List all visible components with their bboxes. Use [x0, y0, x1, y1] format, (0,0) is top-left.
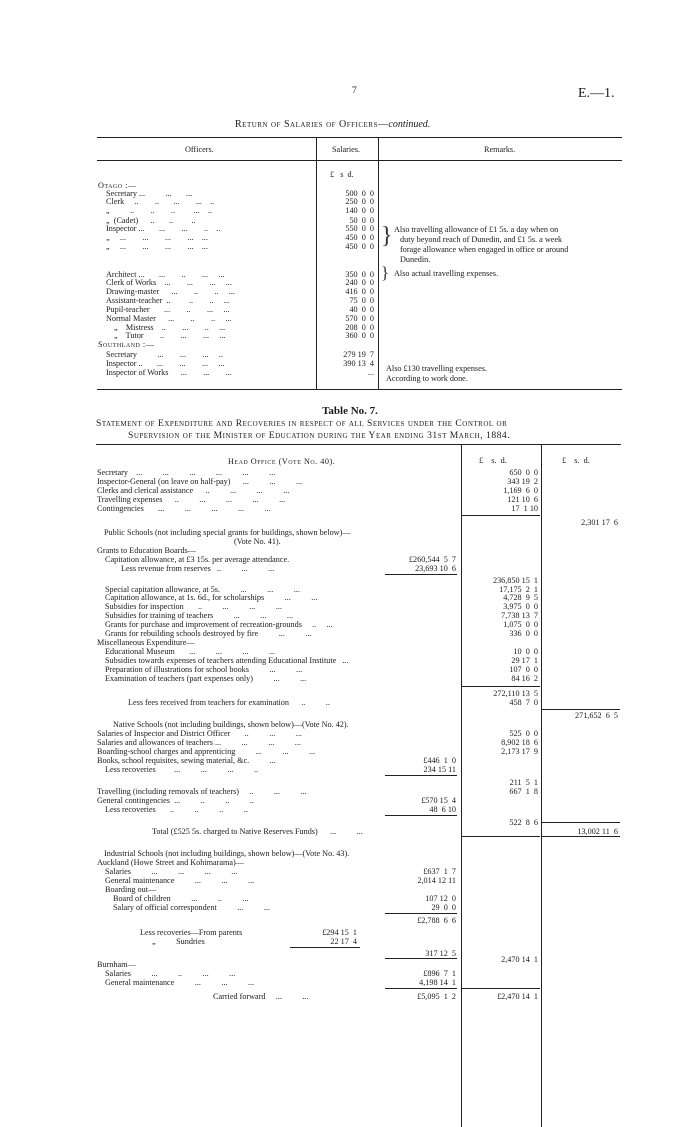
general-net: 522 8 6 — [509, 818, 538, 827]
public-subtotal-rule — [462, 686, 540, 687]
salary-amount: 390 13 4 — [343, 359, 374, 368]
salary-amount: 75 0 0 — [349, 296, 374, 305]
remark-travelling-130: Also £130 travelling expenses. — [386, 364, 487, 373]
salary-officer-label: Clerk of Works ... ... ... ... — [106, 278, 232, 287]
auckland-heading: Auckland (Howe Street and Kohimarama)— — [97, 858, 244, 867]
salary-amount: 416 0 0 — [345, 287, 374, 296]
auckland-amount: 29 0 0 — [431, 903, 456, 912]
remark-work-done: According to work done. — [386, 374, 468, 383]
grant-row-label: Subsidies for inspection .. ... ... ... — [105, 602, 282, 611]
auckland-row-label: Salary of official correspondent ... ... — [113, 903, 270, 912]
misc-row-label: Preparation of illustrations for school books ... ... — [105, 665, 303, 674]
public-subtotal: 272,110 13 5 — [493, 689, 538, 698]
auckland-amount: 2,014 12 11 — [417, 876, 456, 885]
less-reserves-amount: 23,693 10 6 — [415, 564, 456, 573]
salaries-top-rule — [97, 137, 622, 138]
auckland-subtotal: £2,788 6 6 — [417, 916, 456, 925]
misc-row-label: Examination of teachers (part expenses only) ... ... — [105, 674, 307, 683]
less-parents-amount: £294 15 1 — [322, 928, 357, 937]
auckland-amount: 107 12 0 — [425, 894, 456, 903]
salaries-currency-header: £ s d. — [330, 170, 354, 179]
remark-line: Also actual travelling expenses. — [394, 269, 499, 278]
native-schools-heading: Native Schools (not including buildings, shown below)—(Vote No. 42). — [113, 720, 349, 729]
grants-heading: Grants to Education Boards— — [97, 546, 196, 555]
salary-officer-label: Pupil-teacher ... .. ... ... — [106, 305, 230, 314]
salary-officer-label: Assistant-teacher .. .. .. ... — [106, 296, 230, 305]
head-office-total: 2,301 17 6 — [581, 518, 618, 527]
native-close-rule — [462, 836, 540, 837]
salary-amount: 550 0 0 — [345, 224, 374, 233]
general-less-amount: 48 6 10 — [429, 805, 456, 814]
salary-amount: ... — [367, 368, 374, 377]
salaries-title: Return of Salaries of Officers—continued. — [235, 119, 431, 130]
travelling-amount: 667 1 8 — [509, 787, 538, 796]
burnham-amount: £896 7 1 — [423, 969, 456, 978]
native-amount: 525 0 0 — [509, 729, 538, 738]
expense-amount: 17 1 10 — [511, 504, 538, 513]
salary-officer-label: Southland :— — [98, 340, 155, 349]
public-total-rule — [542, 709, 620, 710]
native-total-rule — [542, 822, 620, 823]
salary-amount: 450 0 0 — [345, 242, 374, 251]
capitation-label: Capitation allowance, at £3 15s. per average attendance. — [105, 555, 290, 564]
less-fees-amount: 458 7 0 — [509, 698, 538, 707]
less-parents-label: Less recoveries—From parents — [140, 928, 243, 937]
burnham-amount: 4,198 14 1 — [419, 978, 456, 987]
industrial-schools-heading: Industrial Schools (not including buildings, shown below)—(Vote No. 43). — [104, 849, 350, 858]
misc-heading: Miscellaneous Expenditure— — [97, 638, 195, 647]
salary-amount: 450 0 0 — [345, 233, 374, 242]
expense-row-label: Clerks and clerical assistance .. ... ... ... — [97, 486, 290, 495]
auckland-row-label: Board of children ... .. ... — [113, 894, 249, 903]
page-number: 7 — [352, 86, 357, 96]
expense-row-label: Contingencies ... ... ... ... ... — [97, 504, 271, 513]
salary-amount: 360 0 0 — [345, 331, 374, 340]
public-schools-heading: Public Schools (not including special grants for buildings, shown below)— — [104, 528, 351, 537]
grant-amount: 3,975 0 0 — [503, 602, 538, 611]
salary-officer-label: „ .. .. .. ... .. — [106, 206, 212, 215]
salary-officer-label: „ ... ... ... ... ... — [106, 242, 208, 251]
grant-amount: 1,075 0 0 — [503, 620, 538, 629]
salary-officer-label: Inspector ... ... ... .. .. — [106, 224, 221, 233]
native-total-label: Total (£525 5s. charged to Native Reserves Funds) ... ... — [152, 827, 363, 836]
salary-officer-label: Drawing-master ... .. .. ... — [106, 287, 235, 296]
auckland-row-label: Salaries ... ... ... ... — [105, 867, 238, 876]
salary-amount: 40 0 0 — [349, 305, 374, 314]
general-amount: £570 15 4 — [421, 796, 456, 805]
auckland-net: 2,470 14 1 — [501, 955, 538, 964]
less-reserves-label: Less revenue from reserves .. ... ... — [121, 564, 275, 573]
less-fees-label: Less fees received from teachers for examination .. .. — [128, 698, 330, 707]
currency-header-col2: £ s. d. — [562, 456, 590, 465]
col-header-salaries: Salaries. — [332, 145, 360, 154]
head-office-heading: Head Office (Vote No. 40). — [228, 457, 336, 466]
misc-amount: 10 0 0 — [513, 647, 538, 656]
remark-line: forage allowance when engaged in office or around — [400, 245, 569, 254]
brace-icon: } — [381, 263, 390, 282]
salary-amount: 350 0 0 — [345, 270, 374, 279]
books-amount: £446 1 0 — [423, 756, 456, 765]
recoveries-total: 317 12 5 — [425, 949, 456, 958]
salary-officer-label: „ Tutor .. ... ... ... — [114, 331, 226, 340]
salaries-bottom-rule — [97, 389, 622, 390]
books-label: Books, school requisites, sewing material, &c. ... — [97, 756, 276, 765]
table7-col-divider-2 — [541, 444, 542, 1127]
salary-officer-label: Clerk .. .. ... ... .. — [106, 197, 215, 206]
salary-officer-label: Inspector .. ... ... ... ... — [106, 359, 225, 368]
misc-amount: 29 17 1 — [511, 656, 538, 665]
general-contingencies-label: General contingencies ... .. .. .. — [97, 796, 254, 805]
burnham-row-label: General maintenance ... ... ... — [105, 978, 255, 987]
books-sum-rule — [385, 775, 457, 776]
salary-amount: 570 0 0 — [345, 314, 374, 323]
salary-officer-label: „ ... ... ... ... ... — [106, 233, 208, 242]
expense-row-label: Secretary ... ... ... ... ... ... — [97, 468, 276, 477]
expense-amount: 650 0 0 — [509, 468, 538, 477]
auckland-row-label: Boarding out— — [105, 885, 157, 894]
auckland-amount: £637 1 7 — [423, 867, 456, 876]
salary-amount: 250 0 0 — [345, 197, 374, 206]
table7-top-rule — [96, 444, 621, 445]
salary-officer-label: „ Mistress .. ... .. ... — [114, 323, 226, 332]
grant-amount: 7,738 13 7 — [501, 611, 538, 620]
carried-forward-col1: £2,470 14 1 — [497, 992, 538, 1001]
expense-row-label: Travelling expenses .. ... ... ... ... — [97, 495, 286, 504]
native-row-label: Salaries and allowances of teachers ... ... ... ... — [97, 738, 301, 747]
grant-amount: 336 0 0 — [509, 629, 538, 638]
salary-amount: 208 0 0 — [345, 323, 374, 332]
remark-line: Dunedin. — [400, 255, 431, 264]
col-header-remarks: Remarks. — [484, 145, 516, 154]
salary-officer-label: Otago :— — [98, 181, 137, 190]
native-schools-total: 13,002 11 6 — [577, 827, 618, 836]
native-row-label: Boarding-school charges and apprenticing ... ... ... — [97, 747, 316, 756]
travelling-label: Travelling (including removals of teachers) .. ... ... — [97, 787, 307, 796]
salary-officer-label: Secretary ... ... ... .. — [106, 350, 223, 359]
salary-amount: 500 0 0 — [345, 189, 374, 198]
burnham-row-label: Salaries ... .. ... ... — [105, 969, 236, 978]
recoveries-sum-rule — [290, 947, 360, 948]
currency-header-col1: £ s. d. — [479, 456, 507, 465]
salaries-col-divider-2 — [378, 137, 379, 389]
sundries-label: „ Sundries — [152, 937, 205, 946]
salary-officer-label: „ (Cadet) .. .. .. — [106, 216, 196, 225]
table-title-line-2: Supervision of the Minister of Education during the Year ending 31st March, 1884. — [128, 430, 511, 441]
salaries-header-rule — [97, 160, 622, 161]
salary-amount: 140 0 0 — [345, 206, 374, 215]
col-header-officers: Officers. — [185, 145, 214, 154]
page-reference: E.—1. — [578, 86, 615, 101]
general-sum-rule — [385, 815, 457, 816]
salary-officer-label: Architect ... ... .. ... ... — [106, 270, 225, 279]
expense-row-label: Inspector-General (on leave on half-pay) ... ... ... — [97, 477, 303, 486]
general-less-label: Less recoveries .. .. .. .. — [105, 805, 248, 814]
misc-amount: 84 16 2 — [511, 674, 538, 683]
sundries-amount: 22 17 4 — [330, 937, 357, 946]
expense-amount: 121 10 6 — [507, 495, 538, 504]
salary-officer-label: Normal Master ... .. .. ... — [106, 314, 232, 323]
brace-icon: } — [381, 223, 393, 249]
grant-amount: 4,728 9 5 — [503, 593, 538, 602]
salary-amount: 240 0 0 — [345, 278, 374, 287]
public-schools-vote: (Vote No. 41). — [234, 537, 281, 546]
expense-amount: 1,169 6 0 — [503, 486, 538, 495]
grant-row-label: Subsidies for training of teachers ... ... ... — [105, 611, 294, 620]
grant-row-label: Grants for purchase and improvement of recreation-grounds .. ... — [105, 620, 333, 629]
auckland-row-label: General maintenance ... ... ... — [105, 876, 255, 885]
grant-amount: 17,175 2 1 — [499, 585, 538, 594]
carried-rule — [462, 988, 540, 989]
capitation-amount: £260,544 5 7 — [408, 555, 456, 564]
grant-row-label: Special capitation allowance, at 5s. ... ... ... — [105, 585, 300, 594]
salary-officer-label: Secretary ... ... ... — [106, 189, 193, 198]
remark-line: Also travelling allowance of £1 5s. a day when on — [394, 225, 559, 234]
books-less-label: Less recoveries ... ... ... .. — [105, 765, 259, 774]
salary-officer-label: Inspector of Works ... ... ... — [106, 368, 232, 377]
auckland-sum-rule — [385, 913, 457, 914]
capitation-sum-rule — [385, 574, 457, 575]
burnham-sum-rule — [385, 988, 457, 989]
burnham-heading: Burnham— — [97, 960, 136, 969]
expense-amount: 343 19 2 — [507, 477, 538, 486]
books-less-amount: 234 15 11 — [423, 765, 456, 774]
misc-row-label: Subsidies towards expenses of teachers attending Educational Institute ... — [105, 656, 349, 665]
books-net: 211 5 1 — [509, 778, 538, 787]
carried-forward-amount: £5,095 1 2 — [417, 992, 456, 1001]
salary-amount: 50 0 0 — [349, 216, 374, 225]
table-title-line-1: Statement of Expenditure and Recoveries in respect of all Services under the Control or — [96, 418, 508, 429]
native-amount: 8,902 18 6 — [501, 738, 538, 747]
native-close-rule-2 — [542, 836, 620, 837]
public-schools-total: 271,652 6 5 — [575, 711, 618, 720]
native-row-label: Salaries of Inspector and District Officer .. ... ... — [97, 729, 302, 738]
capitation-net: 236,850 15 1 — [492, 576, 538, 585]
native-amount: 2,173 17 9 — [501, 747, 538, 756]
head-office-sum-rule — [462, 515, 540, 516]
remark-line: duty beyond reach of Dunedin, and £1 5s. a week — [400, 235, 563, 244]
table-number: Table No. 7. — [322, 405, 378, 417]
misc-amount: 107 0 0 — [509, 665, 538, 674]
auckland-net-rule — [385, 958, 457, 959]
grant-row-label: Capitation allowance, at 1s. 6d., for scholarships ... ... — [105, 593, 318, 602]
carried-forward-label: Carried forward ... ... — [213, 992, 309, 1001]
grant-row-label: Grants for rebuilding schools destroyed by fire ... ... — [105, 629, 312, 638]
misc-row-label: Educational Museum ... ... ... ... — [105, 647, 276, 656]
salary-amount: 279 19 7 — [343, 350, 374, 359]
